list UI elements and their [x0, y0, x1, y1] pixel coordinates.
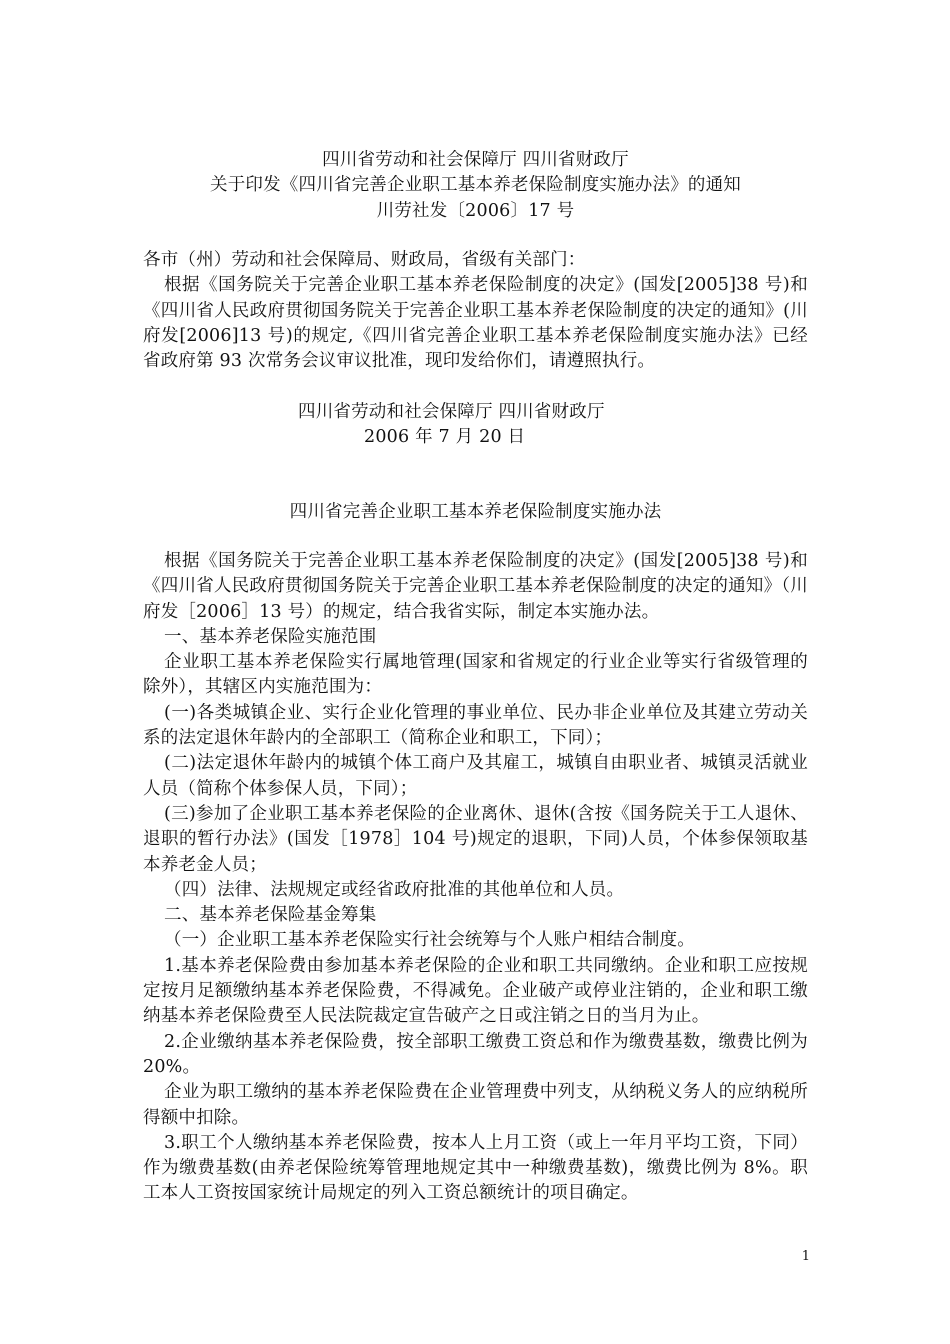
page-number: 1	[801, 1249, 810, 1264]
paragraph: （四）法律、法规规定或经省政府批准的其他单位和人员。	[164, 879, 625, 900]
paragraph: (三)参加了企业职工基本养老保险的企业离休、退休(含按《国务院关于工人退休、退职的暂行办法》(国发［1978］104 号)规定的退职，下同)人员，个体参保领取基本养老金人员；	[143, 803, 808, 875]
section-heading: 一、基本养老保险实施范围	[164, 626, 377, 647]
paragraph: 根据《国务院关于完善企业职工基本养老保险制度的决定》(国发[2005]38 号)和《四川省人民政府贯彻国务院关于完善企业职工基本养老保险制度的决定的通知》（川府发［2006］13 号）的规定，结合我省实际，制定本实施办法。	[143, 551, 808, 622]
paragraph: 2.企业缴纳基本养老保险费，按全部职工缴费工资总和作为缴费基数，缴费比例为 20%。	[143, 1031, 808, 1077]
document-title: 四川省完善企业职工基本养老保险制度实施办法	[289, 502, 662, 522]
notice-title: 关于印发《四川省完善企业职工基本养老保险制度实施办法》的通知	[210, 175, 741, 196]
signature-section	[143, 400, 808, 451]
section-heading: 二、基本养老保险基金筹集	[164, 905, 377, 926]
paragraph: (二)法定退休年龄内的城镇个体工商户及其雇工，城镇自由职业者、城镇灵活就业人员（简称个体参保人员，下同）；	[143, 753, 808, 799]
document-number: 川劳社发〔2006〕17 号	[376, 200, 575, 221]
paragraph: 1.基本养老保险费由参加基本养老保险的企业和职工共同缴纳。企业和职工应按规定按月足额缴纳基本养老保险费，不得减免。企业破产或停业注销的，企业和职工缴纳基本养老保险费至人民法院裁定宣告破产之日或注销之日的当月为止。	[143, 955, 808, 1027]
notice-body: 根据《国务院关于完善企业职工基本养老保险制度的决定》(国发[2005]38 号)和《四川省人民政府贯彻国务院关于完善企业职工基本养老保险制度的决定的通知》(川府发[2006]13 号)的规定,《四川省完善企业职工基本养老保险制度实施办法》已经省政府第 93 次常务会议审议批准，现印发给你们，请遵照执行。	[143, 275, 808, 372]
signature-org: 四川省劳动和社会保障厅 四川省财政厅	[298, 402, 605, 422]
paragraph: 3.职工个人缴纳基本养老保险费，按本人上月工资（或上一年月平均工资，下同）作为缴费基数(由养老保险统筹管理地规定其中一种缴费基数)，缴费比例为 8%。职工本人工资按国家统计局规定的列入工资总额统计的项目确定。	[143, 1132, 808, 1204]
notice-section	[143, 248, 808, 374]
issuer-line: 四川省劳动和社会保障厅 四川省财政厅	[322, 150, 629, 170]
paragraph: 企业为职工缴纳的基本养老保险费在企业管理费中列支，从纳税义务人的应纳税所得额中扣除。	[143, 1082, 808, 1128]
paragraph: (一)各类城镇企业、实行企业化管理的事业单位、民办非企业单位及其建立劳动关系的法定退休年龄内的全部职工（简称企业和职工，下同）；	[143, 702, 808, 749]
signature-date: 2006 年 7 月 20 日	[364, 427, 526, 448]
paragraph: （一）企业职工基本养老保险实行社会统筹与个人账户相结合制度。	[164, 930, 695, 951]
paragraph: 企业职工基本养老保险实行属地管理(国家和省规定的行业企业等实行省级管理的除外），其辖区内实施范围为：	[143, 652, 808, 698]
addressee-line: 各市（州）劳动和社会保障局、财政局，省级有关部门：	[143, 250, 586, 270]
regulation-body	[143, 549, 808, 1207]
document-header	[143, 148, 808, 224]
